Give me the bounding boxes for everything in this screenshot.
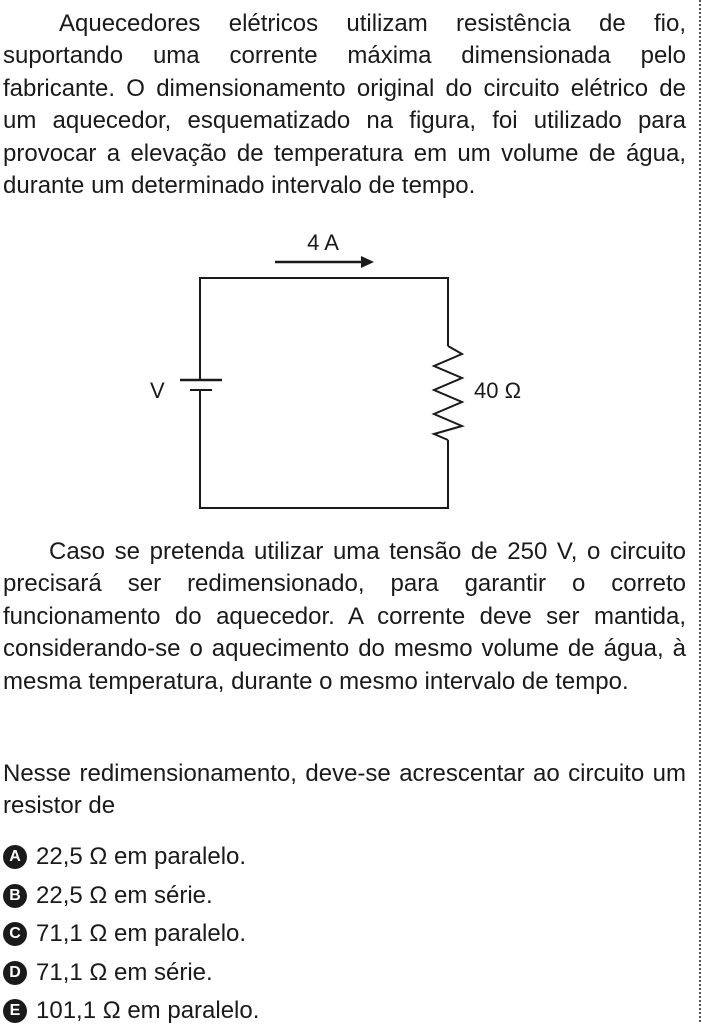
scenario-paragraph: Caso se pretenda utilizar uma tensão de 250 V, o circuito precisará ser redimensionado, para garantir o correto funcionamento do aquecedor. A corrente deve ser mantida, considerando-se o aquecimento do mesmo volume de água, à mesma temperatura, durante o mesmo intervalo de tempo. (3, 538, 686, 695)
question-stem: Nesse redimensionamento, deve-se acrescentar ao circuito um resistor de (3, 760, 686, 820)
option-c[interactable] (3, 915, 259, 954)
option-e-text: 101,1 Ω em paralelo. (36, 997, 260, 1025)
option-a-badge: A (3, 845, 27, 869)
column-divider (699, 0, 701, 1022)
circuit-diagram (0, 220, 686, 520)
option-b[interactable] (3, 877, 259, 916)
circuit-wires (200, 278, 448, 508)
resistor-label: 40 Ω (474, 378, 522, 403)
option-c-badge: C (3, 922, 27, 946)
intro-paragraph: Aquecedores elétricos utilizam resistência de fio, suportando uma corrente máxima dimensionada pelo fabricante. O dimensionamento original do circuito elétrico de um aquecedor, esquematizado na figura, foi utilizado para provocar a elevação de temperatura em um volume de água, durante um determinado intervalo de tempo. (3, 10, 686, 200)
option-e-badge: E (3, 999, 27, 1023)
resistor-icon (434, 346, 462, 440)
option-b-badge: B (3, 884, 27, 908)
option-b-text: 22,5 Ω em série. (36, 881, 213, 909)
answer-options (3, 838, 259, 1031)
option-d-text: 71,1 Ω em série. (36, 958, 213, 986)
option-a[interactable] (3, 838, 259, 877)
source-label: V (150, 378, 165, 403)
current-label: 4 A (307, 230, 339, 255)
option-c-text: 71,1 Ω em paralelo. (36, 920, 247, 948)
option-e[interactable] (3, 992, 259, 1031)
option-d[interactable] (3, 954, 259, 993)
current-arrow-icon (275, 256, 374, 268)
battery-icon (180, 373, 222, 394)
option-d-badge: D (3, 961, 27, 985)
option-a-text: 22,5 Ω em paralelo. (36, 843, 247, 871)
